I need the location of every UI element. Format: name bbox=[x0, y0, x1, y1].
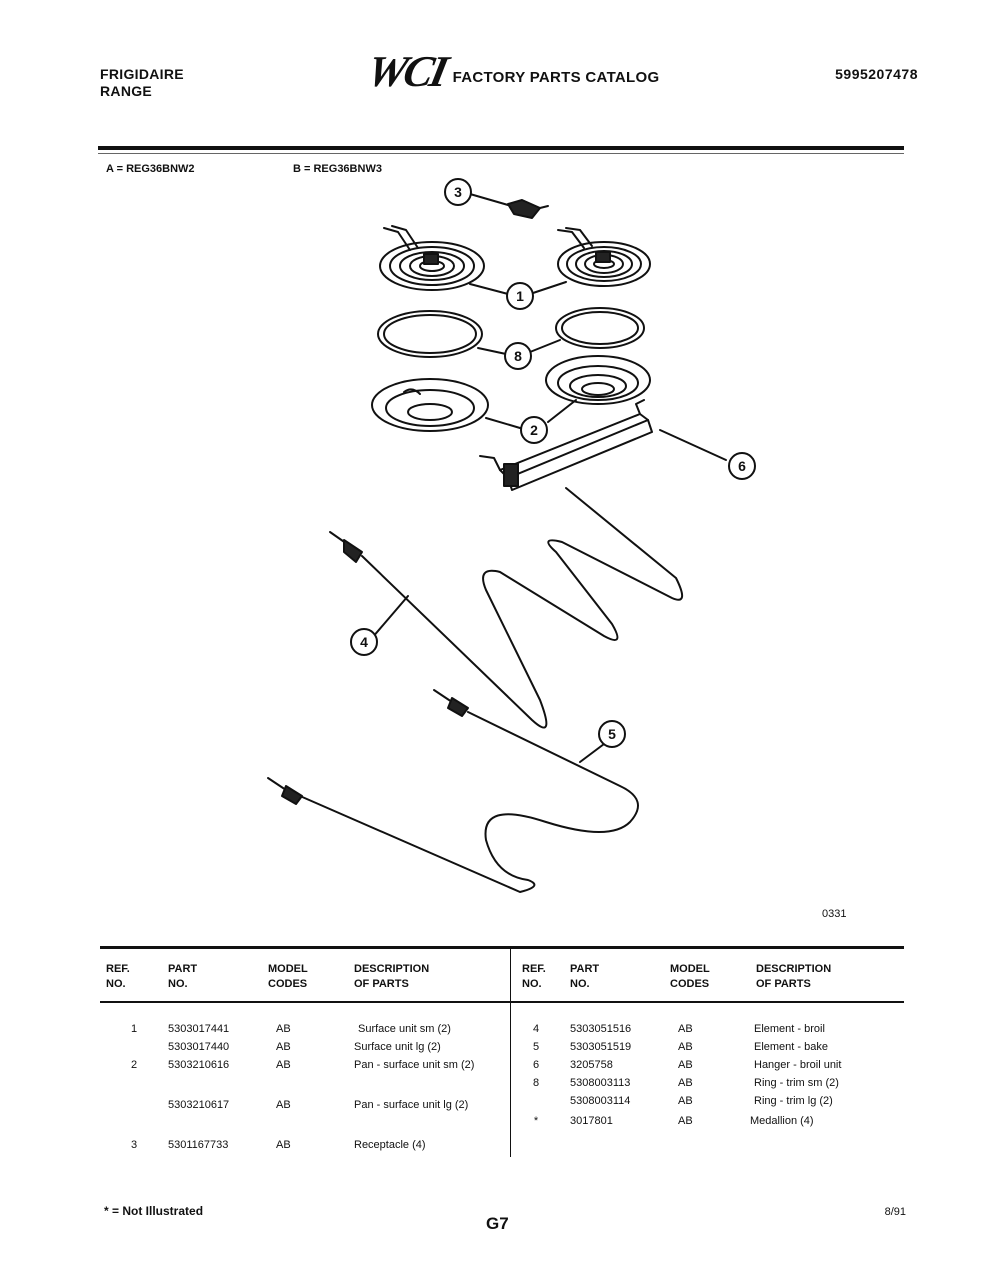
table-header-rule bbox=[100, 1001, 904, 1003]
part-no: 3205758 bbox=[570, 1059, 613, 1071]
model-code: AB bbox=[276, 1041, 291, 1053]
page-number: G7 bbox=[486, 1214, 509, 1233]
ref-no: 1 bbox=[130, 1023, 138, 1035]
svg-text:1: 1 bbox=[516, 288, 524, 304]
receptacle-part bbox=[470, 194, 548, 218]
trim-ring-right bbox=[556, 308, 644, 348]
part-no: 5303017440 bbox=[168, 1041, 230, 1053]
header-description: DESCRIPTION OF PARTS bbox=[354, 963, 430, 990]
header-ref-no-right: REF. NO. bbox=[522, 963, 546, 990]
model-code: AB bbox=[276, 1099, 291, 1111]
drip-pan-right bbox=[546, 356, 650, 404]
model-code: AB bbox=[678, 1077, 693, 1089]
table-top-rule bbox=[100, 946, 904, 949]
callout-4 bbox=[351, 629, 377, 655]
part-no: 5303210617 bbox=[168, 1099, 230, 1111]
part-description: Hanger - broil unit bbox=[754, 1059, 842, 1071]
not-illustrated-note: * = Not Illustrated bbox=[104, 1204, 204, 1218]
table-column-divider bbox=[510, 949, 511, 1157]
model-code: AB bbox=[678, 1115, 693, 1127]
ref-no: * bbox=[533, 1115, 539, 1127]
part-description: Ring - trim sm (2) bbox=[754, 1077, 839, 1089]
model-code: AB bbox=[678, 1023, 693, 1035]
callout-2 bbox=[521, 417, 547, 443]
part-no: 5308003114 bbox=[570, 1095, 631, 1107]
ref-no: 5 bbox=[532, 1041, 540, 1053]
surface-unit-left bbox=[380, 226, 484, 290]
callout-1 bbox=[507, 283, 533, 309]
part-no: 3017801 bbox=[570, 1115, 613, 1127]
surface-unit-right bbox=[558, 228, 650, 286]
part-description: Pan - surface unit sm (2) bbox=[354, 1059, 475, 1071]
svg-text:8: 8 bbox=[514, 348, 522, 364]
ref-no: 3 bbox=[130, 1139, 138, 1151]
ref-no: 2 bbox=[130, 1059, 138, 1071]
part-no: 5303051519 bbox=[570, 1041, 632, 1053]
svg-text:3: 3 bbox=[454, 184, 462, 200]
part-description: Pan - surface unit lg (2) bbox=[354, 1099, 469, 1111]
svg-text:5: 5 bbox=[608, 726, 616, 742]
part-description: Ring - trim lg (2) bbox=[754, 1095, 833, 1107]
callout-6 bbox=[729, 453, 755, 479]
model-code-a: A = REG36BNW2 bbox=[106, 163, 195, 175]
brand-name: FRIGIDAIRE bbox=[100, 66, 184, 82]
broil-hanger bbox=[480, 400, 726, 490]
catalog-number: 5995207478 bbox=[835, 66, 918, 82]
part-description: Element - bake bbox=[754, 1041, 828, 1053]
wci-logo: WCI bbox=[362, 47, 450, 96]
model-code: AB bbox=[276, 1139, 291, 1151]
part-no: 5308003113 bbox=[570, 1077, 631, 1089]
callout-8 bbox=[505, 343, 531, 369]
catalog-title: FACTORY PARTS CATALOG bbox=[452, 68, 660, 86]
part-no: 5303017441 bbox=[168, 1023, 230, 1035]
ref-no: 6 bbox=[532, 1059, 540, 1071]
svg-text:4: 4 bbox=[360, 634, 368, 650]
part-no: 5303210616 bbox=[168, 1059, 230, 1071]
part-description: Medallion (4) bbox=[750, 1115, 814, 1127]
bake-element bbox=[268, 690, 638, 892]
model-code: AB bbox=[276, 1023, 291, 1035]
model-code: AB bbox=[678, 1095, 693, 1107]
header-part-no: PART NO. bbox=[168, 963, 198, 990]
header-model-codes-right: MODEL CODES bbox=[670, 963, 710, 990]
model-code: AB bbox=[678, 1041, 693, 1053]
callout-3 bbox=[445, 179, 471, 205]
drip-pan-left bbox=[372, 379, 488, 431]
trim-ring-left bbox=[378, 311, 482, 357]
ref-no: 4 bbox=[532, 1023, 540, 1035]
part-description: Surface unit lg (2) bbox=[354, 1041, 441, 1053]
header-model-codes: MODEL CODES bbox=[268, 963, 308, 990]
ref-no: 8 bbox=[532, 1077, 540, 1089]
part-no: 5303051516 bbox=[570, 1023, 632, 1035]
revision-date: 8/91 bbox=[884, 1206, 906, 1218]
header-description-right: DESCRIPTION OF PARTS bbox=[756, 963, 832, 990]
broil-element bbox=[330, 488, 682, 728]
callout-5 bbox=[599, 721, 625, 747]
part-description: Surface unit sm (2) bbox=[358, 1023, 451, 1035]
svg-text:6: 6 bbox=[738, 458, 746, 474]
model-code: AB bbox=[678, 1059, 693, 1071]
header-part-no-right: PART NO. bbox=[570, 963, 600, 990]
model-code-b: B = REG36BNW3 bbox=[293, 163, 382, 175]
part-description: Element - broil bbox=[754, 1023, 825, 1035]
svg-text:2: 2 bbox=[530, 422, 538, 438]
model-code: AB bbox=[276, 1059, 291, 1071]
figure-code: 0331 bbox=[822, 908, 847, 920]
header-ref-no: REF. NO. bbox=[106, 963, 130, 990]
part-description: Receptacle (4) bbox=[354, 1139, 426, 1151]
product-type: RANGE bbox=[100, 83, 153, 99]
part-no: 5301167733 bbox=[168, 1139, 229, 1151]
